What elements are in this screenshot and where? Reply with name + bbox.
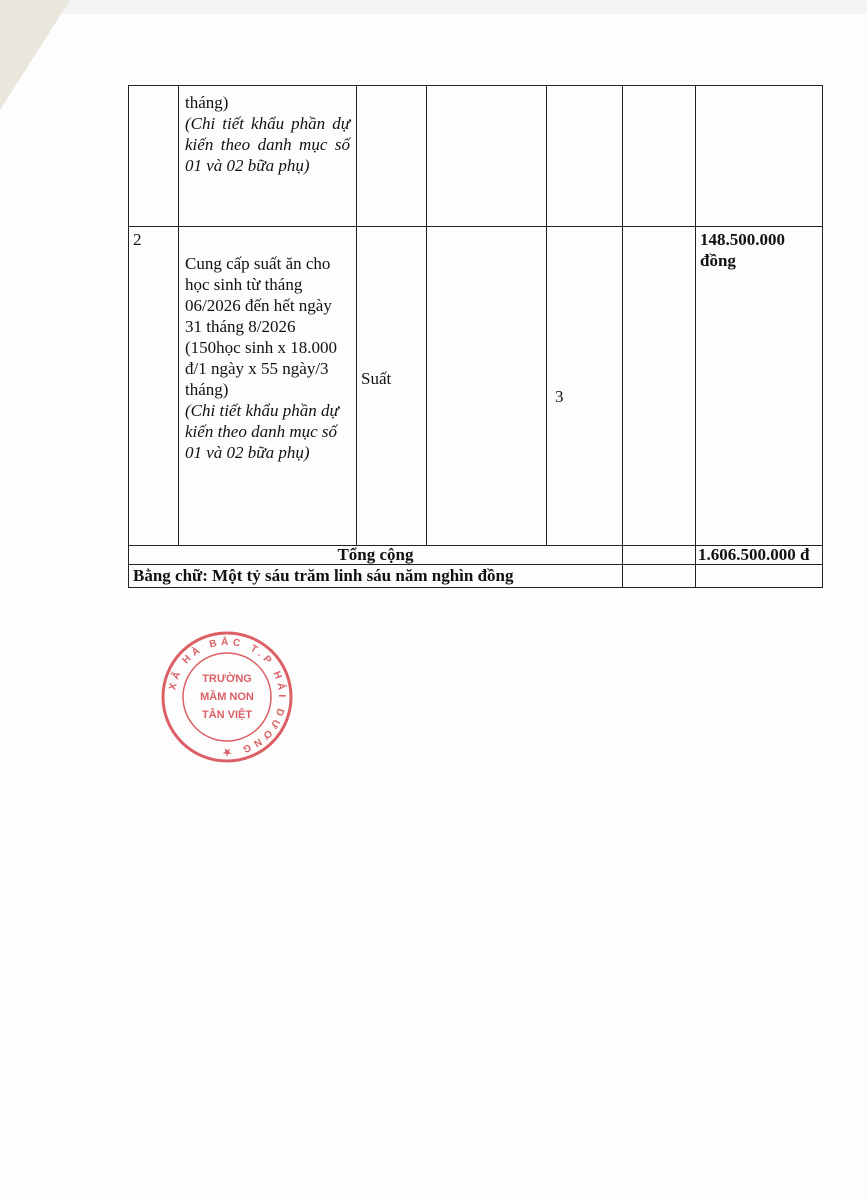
description-note: (Chi tiết khẩu phần dự kiến theo danh mục số 01 và 02 bữa phụ) xyxy=(185,114,350,175)
empty-cell xyxy=(427,86,547,227)
words-row xyxy=(129,565,823,588)
total-value: 1.606.500.000 đ xyxy=(696,546,823,565)
empty-cell xyxy=(623,546,696,565)
empty-cell xyxy=(623,565,696,588)
school-seal-stamp xyxy=(160,630,294,764)
description-text: tháng) xyxy=(185,93,229,112)
description-cell xyxy=(179,227,357,546)
page-corner-fold xyxy=(0,0,70,110)
stt-cell xyxy=(129,86,179,227)
total-cell: 148.500.000 đồng xyxy=(696,227,823,546)
table-row xyxy=(129,86,823,227)
page-top-edge xyxy=(0,0,867,14)
svg-text:TRƯỜNG: TRƯỜNG xyxy=(202,673,252,685)
unit-cell xyxy=(357,86,427,227)
total-row xyxy=(129,546,823,565)
price-table xyxy=(128,85,823,588)
table-row xyxy=(129,227,823,546)
svg-text:TÂN VIỆT: TÂN VIỆT xyxy=(201,709,253,721)
description-cell xyxy=(179,86,357,227)
quantity-cell xyxy=(547,86,623,227)
total-cell xyxy=(696,86,823,227)
empty-cell xyxy=(696,565,823,588)
stt-cell: 2 xyxy=(129,227,179,546)
empty-cell xyxy=(427,227,547,546)
empty-cell xyxy=(623,86,696,227)
description-text: Cung cấp suất ăn cho học sinh từ tháng 06/2026 đến hết ngày 31 tháng 8/2026 (150học sinh x 18.000 đ/1 ngày x 55 ngày/3 tháng) xyxy=(185,254,338,399)
unit-cell: Suất xyxy=(357,227,427,546)
quantity-cell: 3 xyxy=(547,227,623,546)
empty-cell xyxy=(623,227,696,546)
description-note: (Chi tiết khẩu phần dự kiến theo danh mục số 01 và 02 bữa phụ) xyxy=(185,401,339,462)
svg-text:MẦM NON: MẦM NON xyxy=(200,691,254,703)
amount-in-words: Bằng chữ: Một tỷ sáu trăm linh sáu năm nghìn đồng xyxy=(129,565,623,588)
svg-text:XÃ HÀ BẮC T.P HẢI DƯƠNG ★: XÃ HÀ BẮC T.P HẢI DƯƠNG ★ xyxy=(167,636,288,758)
total-label: Tổng cộng xyxy=(129,546,623,565)
